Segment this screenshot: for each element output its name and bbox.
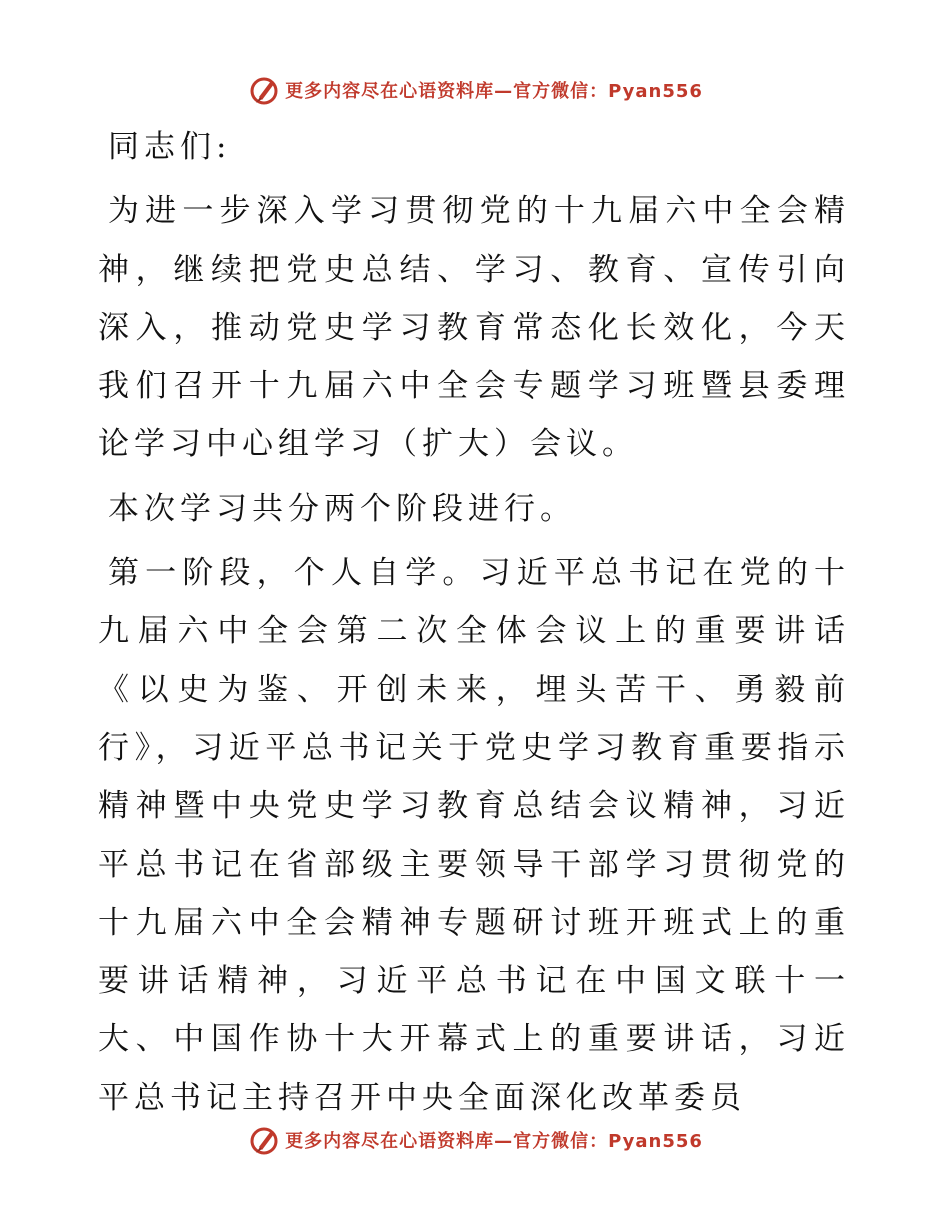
paragraph-stage-one: 第一阶段，个人自学。习近平总书记在党的十九届六中全会第二次全体会议上的重要讲话《以史为鉴、开创未来，埋头苦干、勇毅前行》，习近平总书记关于党史学习教育重要指示精神暨中央党史学习教育总结会议精神，习近平总书记在省部级主要领导干部学习贯彻党的十九届六中全会精神专题研讨班开班式上的重要讲话精神，习近平总书记在中国文联十一大、中国作协十大开幕式上的重要讲话，习近平总书记主持召开中央全面深化改革委员	[98, 555, 850, 1116]
paragraph-stages: 本次学习共分两个阶段进行。	[108, 490, 576, 527]
pen-logo-icon	[247, 73, 281, 107]
document-body	[98, 118, 850, 1127]
watermark-text: 更多内容尽在心语资料库—官方微信：Pyan556	[285, 1131, 703, 1152]
paragraph-intro: 为进一步深入学习贯彻党的十九届六中全会精神，继续把党史总结、学习、教育、宣传引向深入，推动党史学习教育常态化长效化，今天我们召开十九届六中全会专题学习班暨县委理论学习中心组学习（扩大）会议。	[98, 193, 850, 463]
salutation: 同志们:	[108, 129, 232, 165]
footer-watermark	[0, 1120, 950, 1160]
pen-logo-icon	[247, 1123, 281, 1157]
header-watermark	[0, 70, 950, 110]
watermark-text: 更多内容尽在心语资料库—官方微信：Pyan556	[285, 81, 703, 102]
